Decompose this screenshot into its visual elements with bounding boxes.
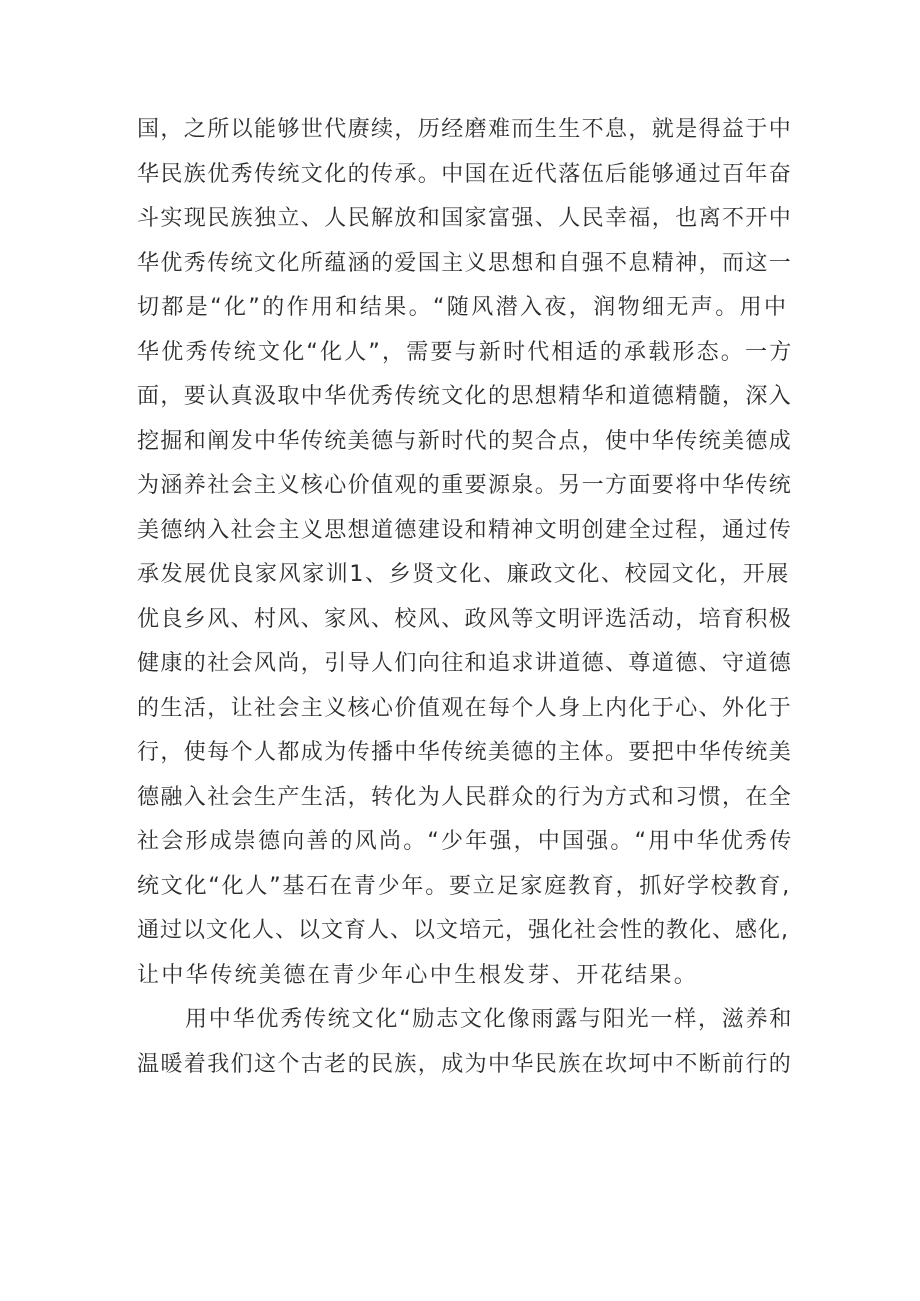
text-line: 挖掘和阐发中华传统美德与新时代的契合点，使中华传统美德成: [137, 428, 793, 454]
text-line: 美德纳入社会主义思想道德建设和精神文明创建全过程，通过传: [137, 517, 793, 543]
text-line: 温暖着我们这个古老的民族，成为中华民族在坎坷中不断前行的: [137, 1051, 793, 1077]
text-line: 面，要认真汲取中华优秀传统文化的思想精华和道德精髓，深入: [137, 384, 793, 409]
paragraph-2: [137, 998, 793, 1087]
text-line: 国，之所以能够世代赓续，历经磨难而生生不息，就是得益于中: [137, 117, 793, 142]
text-line: 的生活，让社会主义核心价值观在每个人身上内化于心、外化于: [137, 695, 793, 721]
text-line: 统文化“化人”基石在青少年。要立足家庭教育，抓好学校教育,: [137, 873, 791, 899]
text-line: 通过以文化人、以文育人、以文培元，强化社会性的教化、感化,: [137, 918, 789, 943]
body-text: [137, 108, 793, 1087]
text-line: 华民族优秀传统文化的传承。中国在近代落伍后能够通过百年奋: [137, 161, 793, 187]
text-line: 德融入社会生产生活，转化为人民群众的行为方式和习惯，在全: [137, 784, 793, 810]
text-line: 行，使每个人都成为传播中华传统美德的主体。要把中华传统美: [137, 740, 793, 765]
text-line: 健康的社会风尚，引导人们向往和追求讲道德、尊道德、守道德: [137, 651, 793, 676]
paragraph-1: [137, 108, 793, 998]
text-line: 优良乡风、村风、家风、校风、政风等文明评选活动，培育积极: [137, 606, 793, 632]
text-line: 社会形成崇德向善的风尚。“少年强，中国强。“用中华优秀传: [137, 829, 794, 854]
text-line: 为涵养社会主义核心价值观的重要源泉。另一方面要将中华传统: [137, 473, 793, 498]
text-line: 切都是“化”的作用和结果。“随风潜入夜，润物细无声。用中: [137, 295, 789, 320]
text-line: 让中华传统美德在青少年心中生根发芽、开花结果。: [137, 962, 699, 988]
text-line: 用中华优秀传统文化“励志文化像雨露与阳光一样，滋养和: [185, 1007, 794, 1032]
text-line: 承发展优良家风家训1、乡贤文化、廉政文化、校园文化，开展: [137, 562, 790, 587]
text-line: 华优秀传统文化所蕴涵的爱国主义思想和自强不息精神，而这一: [137, 250, 793, 276]
text-line: 华优秀传统文化“化人”，需要与新时代相适的承载形态。一方: [137, 339, 794, 365]
text-line: 斗实现民族独立、人民解放和国家富强、人民幸福，也离不开中: [137, 206, 793, 231]
